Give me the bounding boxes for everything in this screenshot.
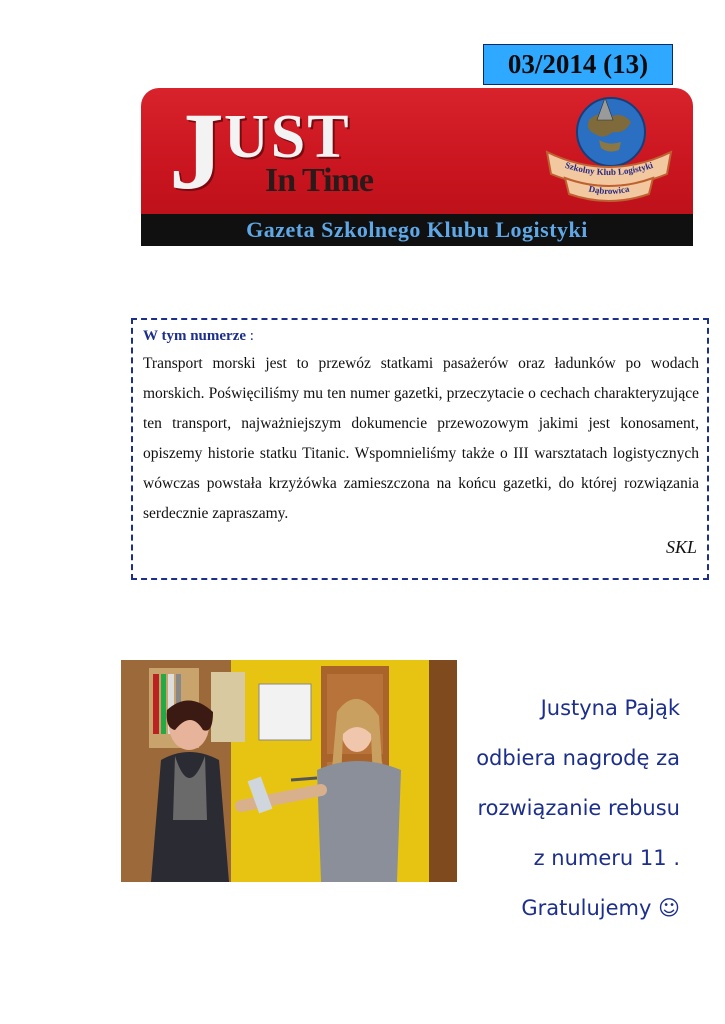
- issue-number: 03/2014 (13): [507, 49, 649, 79]
- caption-line-4: z numeru 11 .: [533, 846, 680, 870]
- award-photo: [121, 660, 457, 882]
- issue-number-box: [483, 44, 673, 85]
- badge-text-bottom: Dąbrowica: [587, 183, 631, 197]
- masthead-subtitle: Gazeta Szkolnego Klubu Logistyki: [246, 217, 588, 242]
- caption-line-1: Justyna Pająk: [540, 696, 680, 720]
- masthead-title-initial: J: [169, 90, 224, 212]
- intro-signature: SKL: [665, 537, 697, 557]
- caption-line-5: Gratulujemy ☺: [521, 896, 680, 920]
- masthead-tagline: In Time: [265, 162, 373, 199]
- intro-heading-text: W tym numerze: [143, 328, 247, 344]
- masthead-subtitle-bar: [141, 214, 693, 246]
- badge-text-top: Szkolny Klub Logistyki: [563, 159, 655, 178]
- award-caption: [468, 688, 680, 938]
- caption-line-2: odbiera nagrodę za: [476, 746, 680, 770]
- masthead-banner: [141, 88, 693, 246]
- intro-heading: [143, 328, 699, 345]
- intro-frame: [131, 318, 709, 580]
- intro-body: Transport morski jest to przewóz statkami pasażerów oraz ładunków po wodach morskich. Poświęciliśmy mu ten numer gazetki, przeczytacie o cechach charakteryzujące ten transport, najważniejszym dokumencie przewozowym jakimi jest konosament, opiszemy historie statku Titanic. Wspomnieliśmy także o III warsztatach logistycznych wówczas powstała krzyżówka zamieszczona na końcu gazetki, do której rozwiązania serdecznie zapraszamy.: [143, 355, 699, 522]
- intro-heading-suffix: :: [246, 328, 254, 344]
- masthead-title-rest: UST: [224, 103, 351, 171]
- caption-line-3: rozwiązanie rebusu: [477, 796, 680, 820]
- club-logo-badge: [539, 90, 679, 208]
